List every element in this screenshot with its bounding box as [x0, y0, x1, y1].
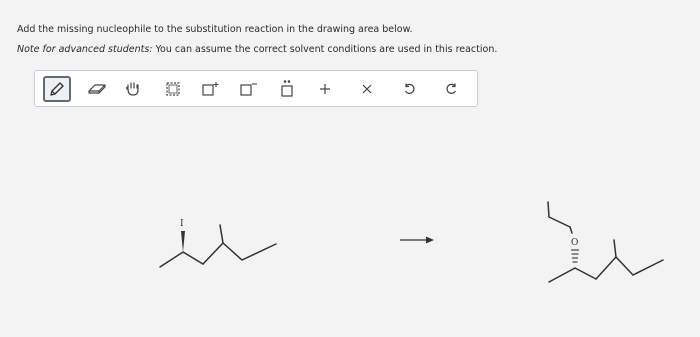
reactant-molecule	[160, 225, 276, 267]
oxygen-label: O	[571, 238, 579, 248]
hand-tool[interactable]	[119, 76, 147, 102]
redo-icon	[445, 82, 459, 96]
drawing-area[interactable]	[0, 110, 700, 337]
hand-icon	[124, 80, 142, 98]
dashed-square-icon	[165, 81, 181, 97]
lone-pair-icon	[279, 79, 295, 99]
drawing-toolbar	[34, 70, 478, 107]
product-molecule	[548, 202, 663, 282]
negative-charge-tool[interactable]	[235, 76, 263, 102]
x-icon	[361, 83, 373, 95]
reaction-arrow	[400, 237, 434, 244]
instruction-text: Add the missing nucleophile to the substitution reaction in the drawing area below.	[17, 24, 413, 35]
clear-tool[interactable]	[353, 76, 381, 102]
advanced-note-text: You can assume the correct solvent conditions are used in this reaction.	[152, 44, 498, 55]
positive-charge-tool[interactable]	[197, 76, 225, 102]
lone-pair-tool[interactable]	[273, 76, 301, 102]
pencil-tool[interactable]	[43, 76, 71, 102]
advanced-note	[17, 44, 497, 55]
hashed-wedge-bond	[571, 250, 579, 262]
advanced-note-label: Note for advanced students:	[17, 44, 153, 55]
eraser-icon	[86, 81, 108, 97]
undo-icon	[402, 82, 416, 96]
reaction-scheme	[0, 110, 700, 337]
plus-charge-icon	[201, 80, 221, 98]
undo-tool[interactable]	[395, 76, 423, 102]
plus-icon	[318, 82, 332, 96]
iodine-label: I	[180, 219, 184, 229]
redo-tool[interactable]	[438, 76, 466, 102]
eraser-tool[interactable]	[83, 76, 111, 102]
marquee-tool[interactable]	[159, 76, 187, 102]
add-tool[interactable]	[311, 76, 339, 102]
pencil-icon	[48, 80, 66, 98]
minus-charge-icon	[239, 80, 259, 98]
